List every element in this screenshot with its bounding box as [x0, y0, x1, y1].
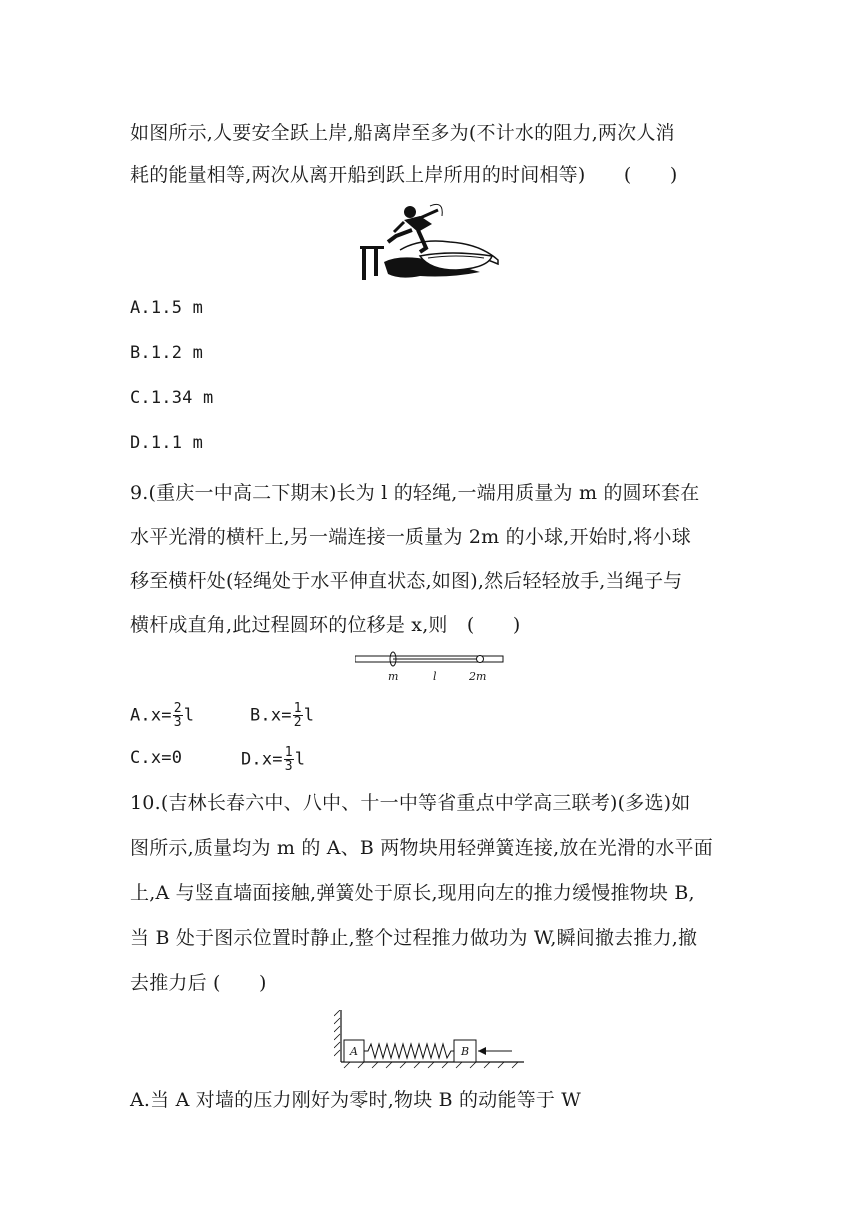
label-l: l: [433, 670, 437, 683]
fraction-1-3: [284, 746, 294, 773]
q9-option-c: C.x=0: [130, 748, 183, 768]
q9-option-b-suffix: l: [303, 705, 315, 726]
q9-option-d-prefix: D.x=: [241, 749, 283, 770]
q8-option-c: C.1.34 m: [130, 388, 214, 408]
label-2m: 2m: [469, 670, 487, 683]
label-m: m: [388, 670, 399, 683]
q10-text-line-3: 上,A 与竖直墙面接触,弹簧处于原长,现用向左的推力缓慢推物块 B,: [130, 882, 695, 904]
q9-option-a-suffix: l: [183, 705, 195, 726]
q8-option-d: D.1.1 m: [130, 433, 204, 453]
q10-option-a: A.当 A 对墙的压力刚好为零时,物块 B 的动能等于 W: [130, 1089, 582, 1111]
q8-text-line-1: 如图所示,人要安全跃上岸,船离岸至多为(不计水的阻力,两次人消: [130, 122, 675, 144]
q9-option-d: [241, 746, 305, 773]
denominator: 2: [293, 715, 302, 730]
q9-text-line-2: 水平光滑的横杆上,另一端连接一质量为 2m 的小球,开始时,将小球: [130, 526, 691, 548]
boat-jump-figure: [360, 202, 500, 282]
q10-text-line-1: 10.(吉林长春六中、八中、十一中等省重点中学高三联考)(多选)如: [130, 792, 691, 814]
numerator: 2: [173, 701, 182, 716]
q9-text-line-3: 移至横杆处(轻绳处于水平伸直状态,如图),然后轻轻放手,当绳子与: [130, 570, 683, 592]
q9-option-a: [130, 702, 194, 729]
q9-text-line-1: 9.(重庆一中高二下期末)长为 l 的轻绳,一端用质量为 m 的圆环套在: [130, 482, 700, 504]
numerator: 1: [284, 745, 293, 760]
label-block-a: A: [350, 1045, 358, 1058]
q9-option-a-prefix: A.x=: [130, 705, 172, 726]
label-block-b: B: [461, 1045, 470, 1058]
spring-blocks-figure: [334, 1010, 526, 1070]
rod-ring-figure: [355, 650, 505, 688]
fraction-2-3: [173, 702, 183, 729]
q9-option-b: [250, 702, 314, 729]
denominator: 3: [173, 715, 182, 730]
q10-text-line-4: 当 B 处于图示位置时静止,整个过程推力做功为 W,瞬间撤去推力,撤: [130, 927, 698, 949]
fraction-1-2: [293, 702, 303, 729]
denominator: 3: [284, 759, 293, 774]
q9-text-line-4: 横杆成直角,此过程圆环的位移是 x,则 ( ): [130, 614, 521, 636]
q8-option-b: B.1.2 m: [130, 343, 204, 363]
numerator: 1: [293, 701, 302, 716]
q10-text-line-5: 去推力后 ( ): [130, 972, 267, 994]
q9-option-d-suffix: l: [294, 749, 306, 770]
q10-text-line-2: 图所示,质量均为 m 的 A、B 两物块用轻弹簧连接,放在光滑的水平面: [130, 837, 713, 859]
q9-option-b-prefix: B.x=: [250, 705, 292, 726]
q8-option-a: A.1.5 m: [130, 298, 204, 318]
q8-text-line-2: 耗的能量相等,两次从离开船到跃上岸所用的时间相等) ( ): [130, 164, 678, 186]
